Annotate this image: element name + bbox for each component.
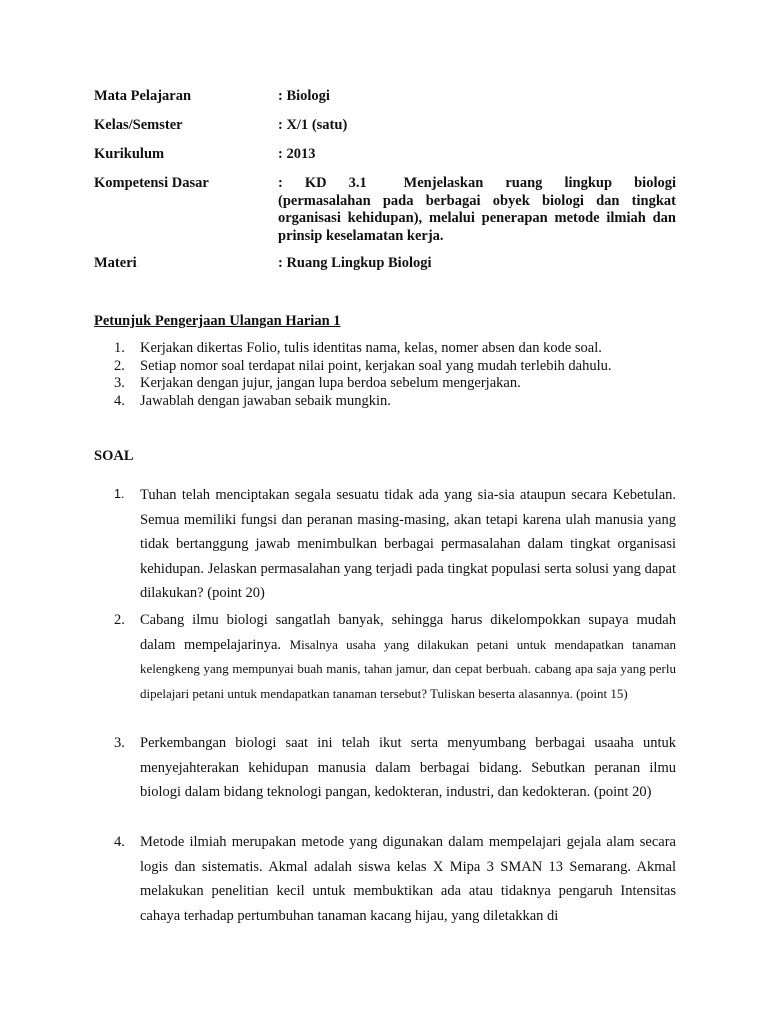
questions-title: SOAL [94, 448, 134, 464]
instruction-number: 2. [114, 357, 125, 374]
question-text [140, 608, 676, 706]
curriculum-label: Kurikulum [94, 146, 165, 162]
question-text: Metode ilmiah merupakan metode yang digunakan dalam mempelajari gejala alam secara logis dan sistematis. Akmal adalah siswa kelas X Mipa 3 SMAN 13 Semarang. Akmal melakukan penelitian kecil untuk membuktikan ada atau tidaknya pengaruh Intensitas cahaya terhadap pertumbuhan tanaman kacang hijau, yang diletakkan di [140, 834, 676, 924]
subject-label: Mata Pelajaran [94, 88, 192, 104]
question-number: 1. [114, 487, 125, 501]
instruction-text: Kerjakan dengan jujur, jangan lupa berdoa sebelum mengerjakan. [140, 375, 521, 391]
question-number: 4. [114, 834, 125, 850]
instruction-item [94, 393, 676, 411]
instruction-number: 3. [114, 375, 125, 391]
competency-value [278, 175, 676, 245]
question-text: Tuhan telah menciptakan segala sesuatu tidak ada yang sia-sia ataupun secara Kebetulan. Semua memiliki fungsi dan peranan masing-masing, akan tetapi karena ulah manusia yang tidak bertanggung jawab menimbulkan berbagai permasalahan dalam tingkat organisasi kehidupan. Jelaskan permasalahan yang terjadi pada tingkat populasi serta solusi yang dapat dilakukan? (point 20) [140, 487, 676, 601]
instruction-number: 1. [114, 340, 125, 356]
instruction-text: Jawablah dengan jawaban sebaik mungkin. [140, 392, 391, 409]
subject-value: : Biologi [278, 88, 330, 104]
instruction-text: Kerjakan dikertas Folio, tulis identitas nama, kelas, nomer absen dan kode soal. [140, 340, 602, 356]
material-label: Materi [94, 255, 137, 271]
curriculum-value: : 2013 [278, 146, 316, 162]
instruction-text: Setiap nomor soal terdapat nilai point, kerjakan soal yang mudah terlebih dahulu. [140, 357, 612, 374]
instruction-number: 4. [114, 392, 125, 409]
instruction-item [94, 375, 676, 393]
competency-value-line1: : KD 3.1 Menjelaskan ruang lingkup biologi [278, 175, 676, 191]
instruction-item [94, 358, 676, 376]
class-value: : X/1 (satu) [278, 117, 348, 133]
question-number: 2. [114, 612, 125, 628]
question-text-part1: Cabang ilmu biologi sangatlah banyak, sehingga harus dikelompokkan supaya mudah dalam mempelajarinya. [140, 612, 676, 653]
instruction-item [94, 340, 676, 358]
instructions-title: Petunjuk Pengerjaan Ulangan Harian 1 [94, 313, 341, 329]
competency-value-rest: (permasalahan pada berbagai obyek biologi dan tingkat organisasi kehidupan), melalui penerapan metode ilmiah dan prinsip keselamatan kerja. [278, 192, 676, 244]
competency-label: Kompetensi Dasar [94, 175, 209, 191]
question-text-part2: Misalnya usaha yang dilakukan petani untuk mendapatkan tanaman kelengkeng yang mempunyai buah manis, tahan jamur, dan cepat berbuah. cabang apa saja yang perlu dipelajari petani untuk mendapatkan tanaman tersebut? Tuliskan beserta alasannya. (point 15) [140, 636, 676, 701]
question-text: Perkembangan biologi saat ini telah ikut serta menyumbang berbagai usaaha untuk menyejahterakan kehidupan manusia dalam berbagai bidang. Sebutkan peranan ilmu biologi dalam bidang teknologi pangan, kedokteran, industri, dan kedokteran. (point 20) [140, 735, 676, 800]
class-label: Kelas/Semster [94, 117, 183, 133]
material-value: : Ruang Lingkup Biologi [278, 255, 432, 271]
question-number: 3. [114, 735, 125, 751]
instructions-list [94, 340, 676, 410]
